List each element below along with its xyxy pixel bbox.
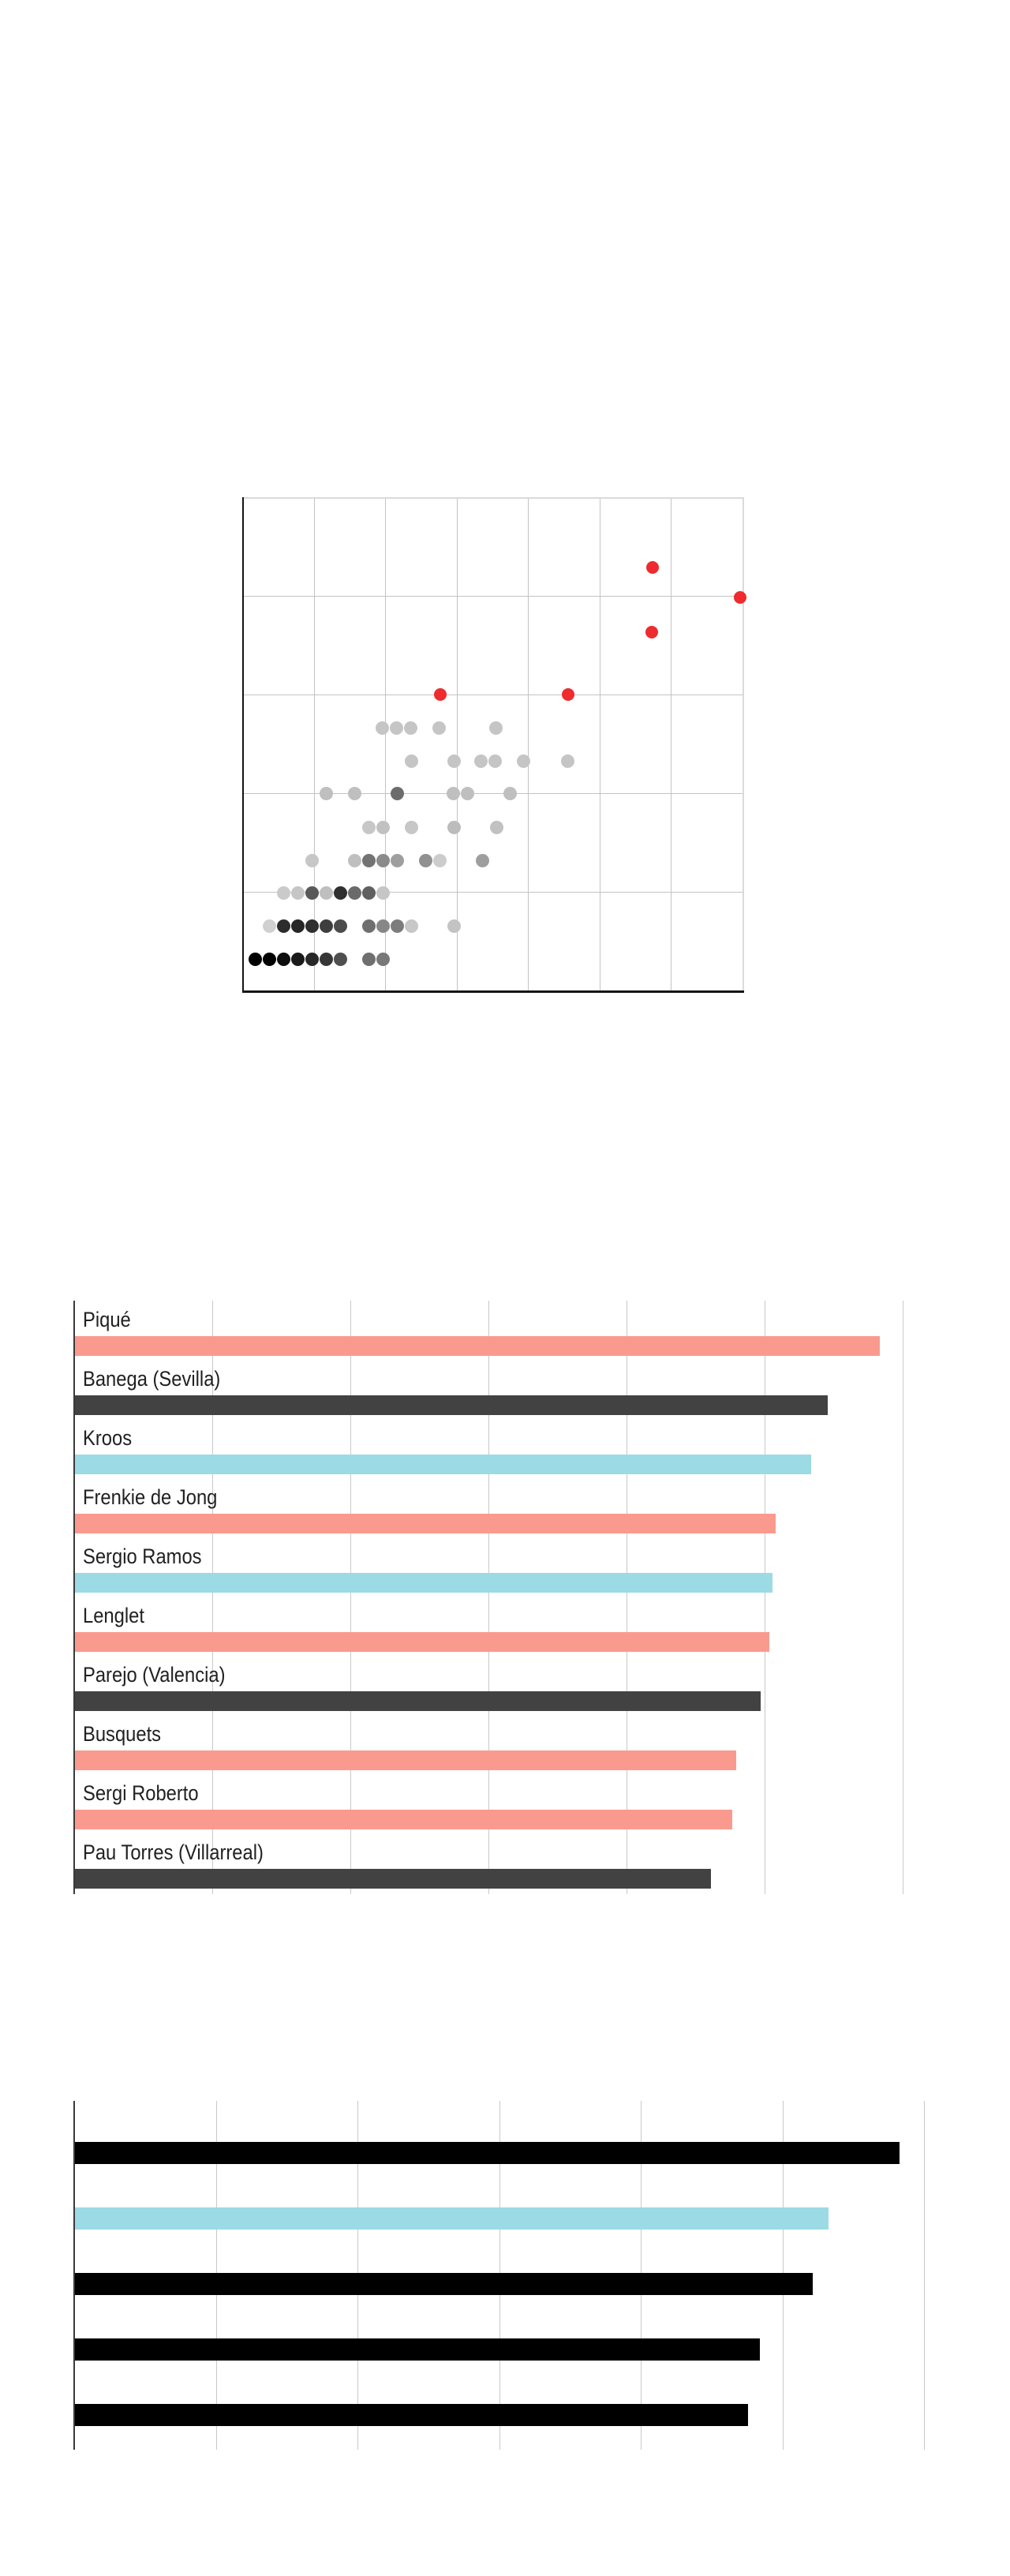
bar-label: Frenkie de Jong <box>83 1485 218 1509</box>
bar-label: Busquets <box>83 1722 162 1746</box>
bar-label: Parejo (Valencia) <box>83 1663 226 1687</box>
bar-label: Kroos <box>83 1426 133 1450</box>
bottom-bars-gridline <box>924 2101 925 2450</box>
bar-row-3 <box>75 2273 813 2295</box>
bar-row-5 <box>75 2404 748 2426</box>
bar-label: Sergi Roberto <box>83 1781 199 1805</box>
bar-label: Pau Torres (Villarreal) <box>83 1840 264 1864</box>
bar-row-4 <box>75 2338 760 2361</box>
bar-label: Piqué <box>83 1308 131 1331</box>
bar-row-2 <box>75 2207 829 2230</box>
bar-label: Lenglet <box>83 1604 144 1627</box>
bar-row-1 <box>75 2142 900 2164</box>
bar-label: Sergio Ramos <box>83 1544 202 1568</box>
bar-label: Banega (Sevilla) <box>83 1367 221 1391</box>
